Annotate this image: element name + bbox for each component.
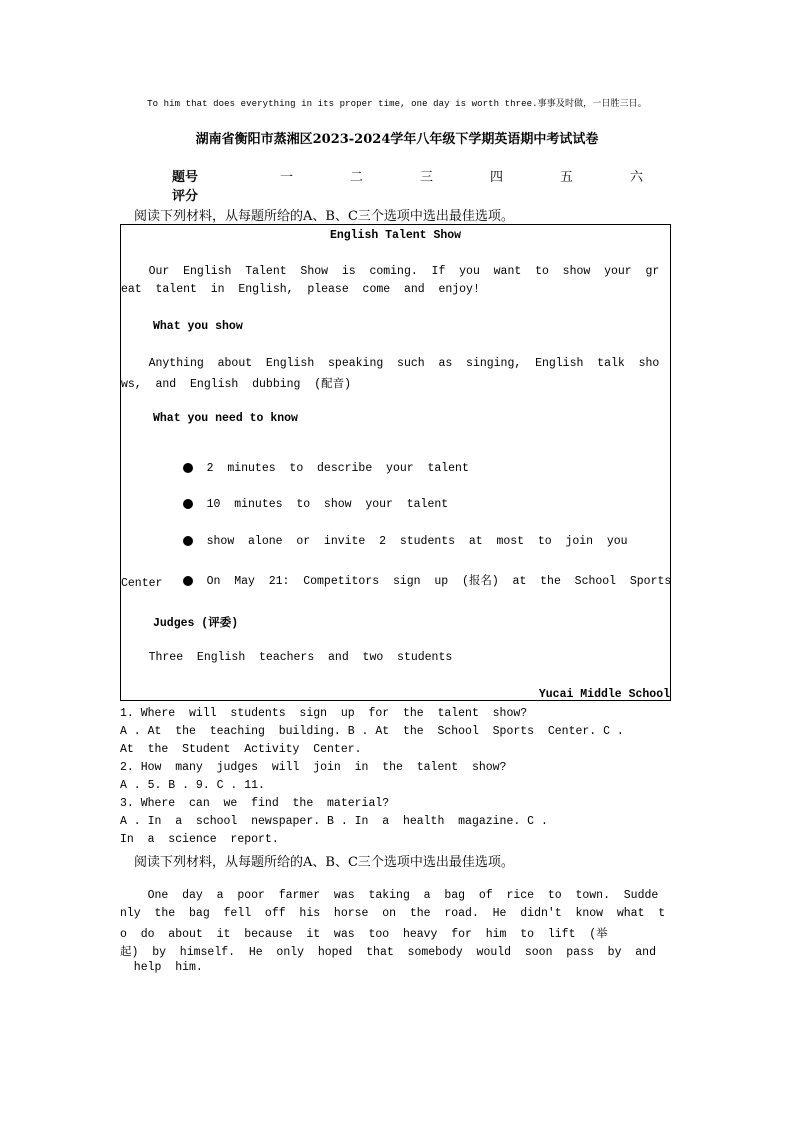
heading-what-you-need-to-know: What you need to know: [153, 412, 298, 425]
bullet-text: show alone or invite 2 students at most to join you: [206, 535, 628, 548]
bullet-icon: [183, 499, 193, 509]
score-column-6: 六: [630, 170, 644, 185]
question-3-options-cont: In a science report.: [120, 833, 279, 846]
passage-title: English Talent Show: [329, 229, 462, 242]
bullet-item: [155, 449, 469, 488]
bullet-item: [155, 522, 628, 561]
score-table: [172, 166, 672, 204]
heading-what-you-show: What you show: [153, 320, 243, 333]
bullet-icon: [183, 576, 193, 586]
bullet-icon: [183, 463, 193, 473]
section1-instruction: 阅读下列材料，从每题所给的A、B、C三个选项中选出最佳选项。: [134, 209, 514, 224]
section2-instruction: 阅读下列材料，从每题所给的A、B、C三个选项中选出最佳选项。: [134, 855, 514, 870]
question-3-options: A . In a school newspaper. B . In a health magazine. C .: [120, 815, 548, 828]
question-2: 2. How many judges will join in the talent show?: [120, 761, 507, 774]
bullet-text: On May 21: Competitors sign up (报名) at the School Sports: [206, 575, 672, 588]
bullet-text: 10 minutes to show your talent: [206, 498, 449, 511]
exam-title: 湖南省衡阳市蒸湘区2023-2024学年八年级下学期英语期中考试试卷: [195, 132, 599, 147]
story-line: 起) by himself. He only hoped that somebody would soon pass by and: [120, 946, 656, 959]
bullet-item: [155, 485, 448, 524]
story-line: One day a poor farmer was taking a bag of rice to town. Sudde: [120, 889, 659, 902]
question-3: 3. Where can we find the material?: [120, 797, 390, 810]
story-line: o do about it because it was too heavy for him to lift (举: [120, 928, 608, 941]
judges-line: Three English teachers and two students: [121, 651, 453, 664]
bullet-continuation: Center: [121, 577, 163, 590]
show-line-2: ws, and English dubbing (配音): [121, 378, 352, 391]
score-column-5: 五: [560, 170, 574, 185]
show-line-1: Anything about English speaking such as singing, English talk sho: [121, 357, 660, 370]
passage-intro-line-1: Our English Talent Show is coming. If you want to show your gr: [121, 265, 660, 278]
bullet-icon: [183, 536, 193, 546]
score-label: 评分: [172, 189, 199, 204]
score-column-3: 三: [420, 170, 434, 185]
bullet-text: 2 minutes to describe your talent: [206, 462, 469, 475]
question-number-label: 题号: [172, 170, 199, 185]
page-motto: To him that does everything in its proper time, one day is worth three.事事及时做，一日胜三日。: [147, 99, 647, 109]
bullet-item: [155, 559, 671, 601]
score-column-2: 二: [350, 170, 364, 185]
story-line: nly the bag fell off his horse on the road. He didn't know what t: [120, 907, 666, 920]
score-column-4: 四: [490, 170, 504, 185]
question-1-options: A . At the teaching building. B . At the School Sports Center. C .: [120, 725, 624, 738]
question-1-options-cont: At the Student Activity Center.: [120, 743, 362, 756]
passage-intro-line-2: eat talent in English, please come and enjoy!: [121, 283, 480, 296]
score-column-1: 一: [280, 170, 294, 185]
score-header-row: [172, 166, 672, 185]
question-2-options: A . 5. B . 9. C . 11.: [120, 779, 265, 792]
heading-judges: Judges (评委): [153, 617, 239, 630]
passage-box: [120, 224, 671, 701]
question-1: 1. Where will students sign up for the talent show?: [120, 707, 528, 720]
school-signature: Yucai Middle School: [538, 688, 670, 701]
score-value-row: [172, 185, 672, 204]
story-line: help him.: [120, 961, 203, 974]
